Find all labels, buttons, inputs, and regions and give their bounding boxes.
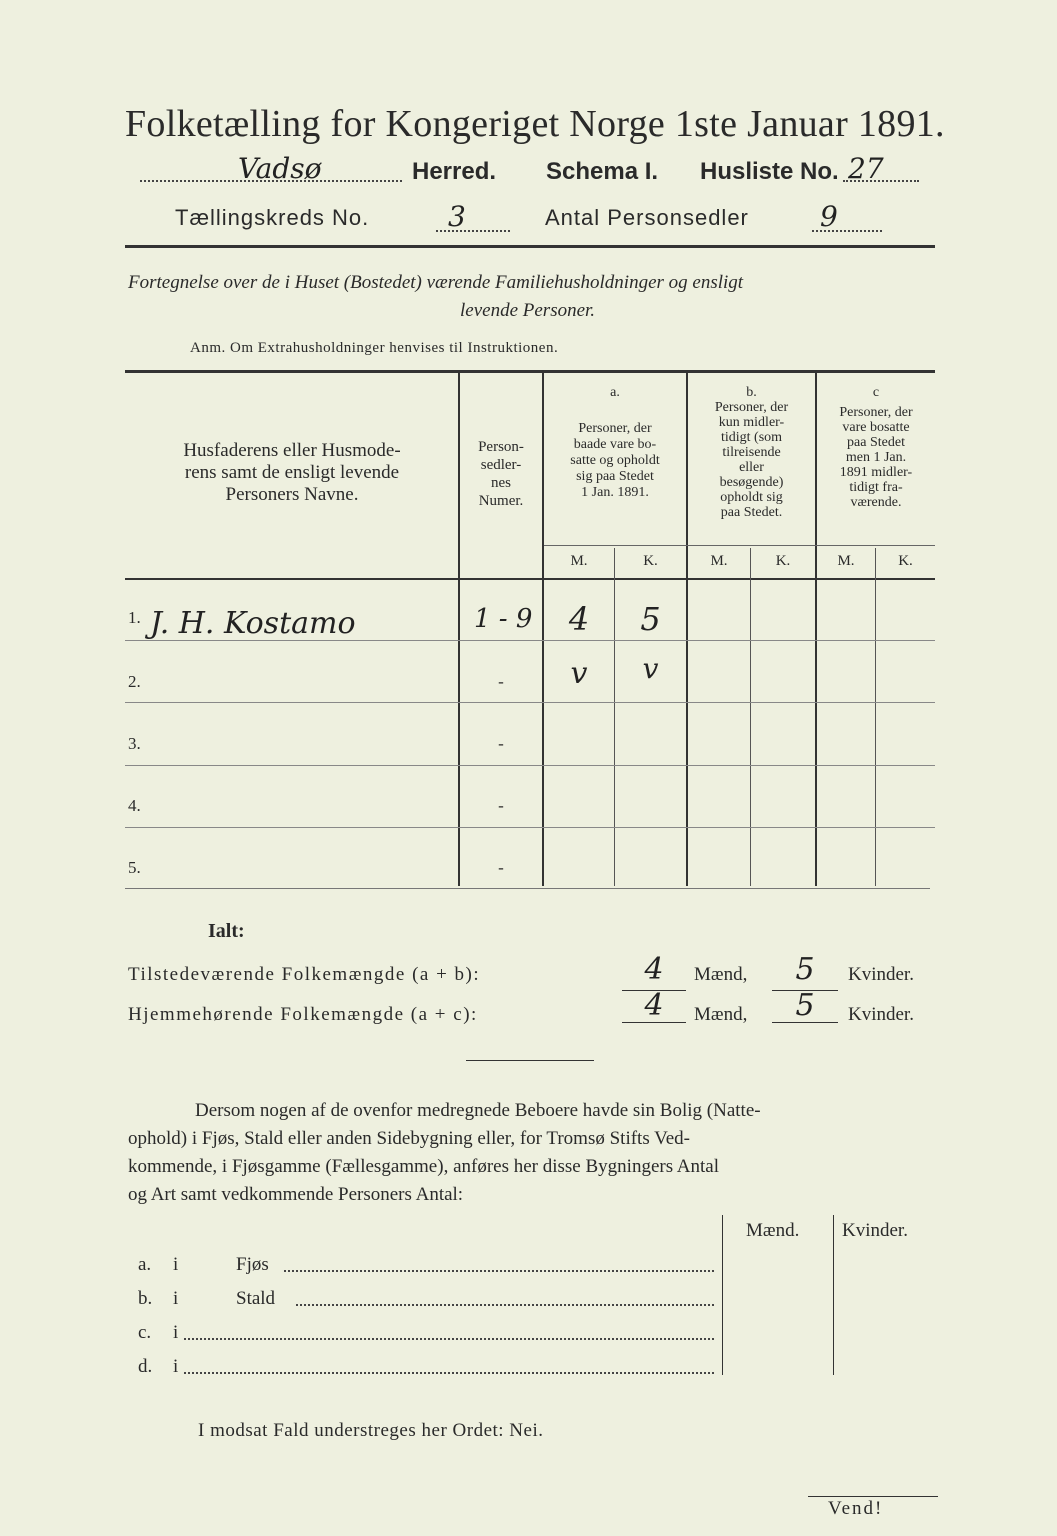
item-b-letter: b.	[138, 1288, 153, 1309]
item-d-i: i	[173, 1356, 179, 1377]
row-1-sedler: 1 - 9	[474, 604, 533, 634]
tilstede-m-value: 4	[644, 952, 664, 987]
header-group-c: c Personer, der vare bosatte paa Stedet men 1 Jan. 1891 midler- tidigt fra- værende.	[839, 385, 913, 510]
tilstede-k-value: 5	[795, 952, 815, 987]
row-1-a-m: 4	[568, 600, 590, 638]
row-2-sedler: -	[498, 672, 504, 691]
row-2-rule	[125, 702, 935, 703]
hjemme-k-value: 5	[795, 988, 815, 1023]
husliste-value: 27	[848, 152, 884, 185]
a-k-label: K.	[643, 553, 658, 569]
item-b-i: i	[173, 1288, 179, 1309]
item-c-dots	[184, 1338, 714, 1340]
row-3-sedler: -	[498, 734, 504, 753]
tilstede-kvinder: Kvinder.	[848, 964, 914, 985]
herred-value: Vadsø	[238, 152, 322, 185]
item-a-letter: a.	[138, 1254, 152, 1275]
col-divider-c-mk	[875, 548, 876, 886]
row-3-rule	[125, 765, 935, 766]
item-b-dots	[296, 1304, 714, 1306]
personsedler-label: Antal Personsedler	[545, 205, 749, 230]
ialt-label: Ialt:	[208, 920, 245, 942]
item-a-label: Fjøs	[236, 1254, 269, 1275]
schema-label: Schema I.	[546, 158, 659, 185]
row-5-number: 5.	[128, 858, 141, 877]
item-a-i: i	[173, 1254, 179, 1275]
vend-rule	[808, 1496, 938, 1497]
hjemme-label: Hjemmehørende Folkemængde (a + c):	[128, 1004, 478, 1025]
row-4-rule	[125, 827, 935, 828]
c-k-label: K.	[898, 553, 913, 569]
row-1-number: 1.	[128, 608, 141, 627]
anm-note: Anm. Om Extrahusholdninger henvises til Instruktionen.	[190, 340, 559, 356]
header-rule	[125, 245, 935, 248]
intro-line-2: levende Personer.	[460, 300, 596, 321]
item-b-label: Stald	[236, 1288, 276, 1309]
header-numbers: Person- sedler- nes Numer.	[478, 439, 524, 509]
row-2-a-k: v	[642, 652, 659, 685]
row-4-sedler: -	[498, 796, 504, 815]
header-names: Husfaderens eller Husmode- rens samt de ensligt levende Personers Navne.	[183, 440, 401, 505]
building-col-kvinder: Kvinder.	[842, 1220, 908, 1241]
table-top-rule	[125, 370, 935, 373]
item-c-i: i	[173, 1322, 179, 1343]
item-a-dots	[284, 1270, 714, 1272]
section-divider	[466, 1060, 594, 1061]
row-5-sedler: -	[498, 858, 504, 877]
form-title: Folketælling for Kongeriget Norge 1ste Januar 1891.	[125, 103, 945, 145]
vend-label: Vend!	[828, 1498, 884, 1519]
husliste-label: Husliste No.	[700, 158, 839, 185]
tilstede-label: Tilstedeværende Folkemængde (a + b):	[128, 964, 481, 985]
kreds-label: Tællingskreds No.	[175, 205, 370, 230]
row-2-number: 2.	[128, 672, 141, 691]
b-k-label: K.	[775, 553, 791, 569]
mk-header-rule	[544, 545, 935, 546]
intro-line-1: Fortegnelse over de i Huset (Bostedet) værende Familiehusholdninger og ensligt	[128, 272, 744, 293]
bottom-para-1: Dersom nogen af de ovenfor medregnede Beboere havde sin Bolig (Natte-	[195, 1100, 761, 1121]
personsedler-value: 9	[820, 200, 838, 233]
hjemme-kvinder: Kvinder.	[848, 1004, 914, 1025]
row-3-number: 3.	[128, 734, 141, 753]
c-m-label: M.	[837, 553, 855, 569]
a-m-label: M.	[570, 553, 588, 569]
row-1-name: J. H. Kostamo	[150, 606, 356, 641]
b-m-label: M.	[710, 553, 728, 569]
header-group-a: a. Personer, der baade vare bo- satte og opholdt sig paa Stedet 1 Jan. 1891.	[570, 385, 660, 500]
item-d-letter: d.	[138, 1356, 153, 1377]
herred-label: Herred.	[412, 158, 497, 185]
col-divider-b-mk	[750, 548, 751, 886]
table-bottom-rule	[125, 888, 930, 889]
modsat-note: I modsat Fald understreges her Ordet: Nei.	[198, 1420, 544, 1441]
row-4-number: 4.	[128, 796, 141, 815]
bottom-para-4: og Art samt vedkommende Personers Antal:	[128, 1184, 464, 1205]
bottom-para-3: kommende, i Fjøsgamme (Fællesgamme), anføres her disse Bygningers Antal	[128, 1156, 720, 1177]
building-col-divider-1	[722, 1215, 723, 1375]
building-col-maend: Mænd.	[746, 1220, 800, 1241]
item-d-dots	[184, 1372, 714, 1374]
building-col-divider-2	[833, 1215, 834, 1375]
tilstede-maend: Mænd,	[694, 964, 748, 985]
col-divider-a-mk	[614, 548, 615, 886]
row-1-a-k: 5	[640, 600, 661, 638]
table-header-bottom-rule	[125, 578, 935, 580]
kreds-value: 3	[448, 200, 466, 233]
hjemme-m-value: 4	[644, 988, 664, 1023]
hjemme-maend: Mænd,	[694, 1004, 748, 1025]
row-2-a-m: v	[570, 656, 588, 691]
header-group-b: b. Personer, der kun midler- tidigt (som tilreisende eller besøgende) opholdt sig paa Stedet.	[714, 385, 789, 520]
bottom-para-2: ophold) i Fjøs, Stald eller anden Sidebygning eller, for Tromsø Stifts Ved-	[128, 1128, 691, 1149]
item-c-letter: c.	[138, 1322, 152, 1343]
